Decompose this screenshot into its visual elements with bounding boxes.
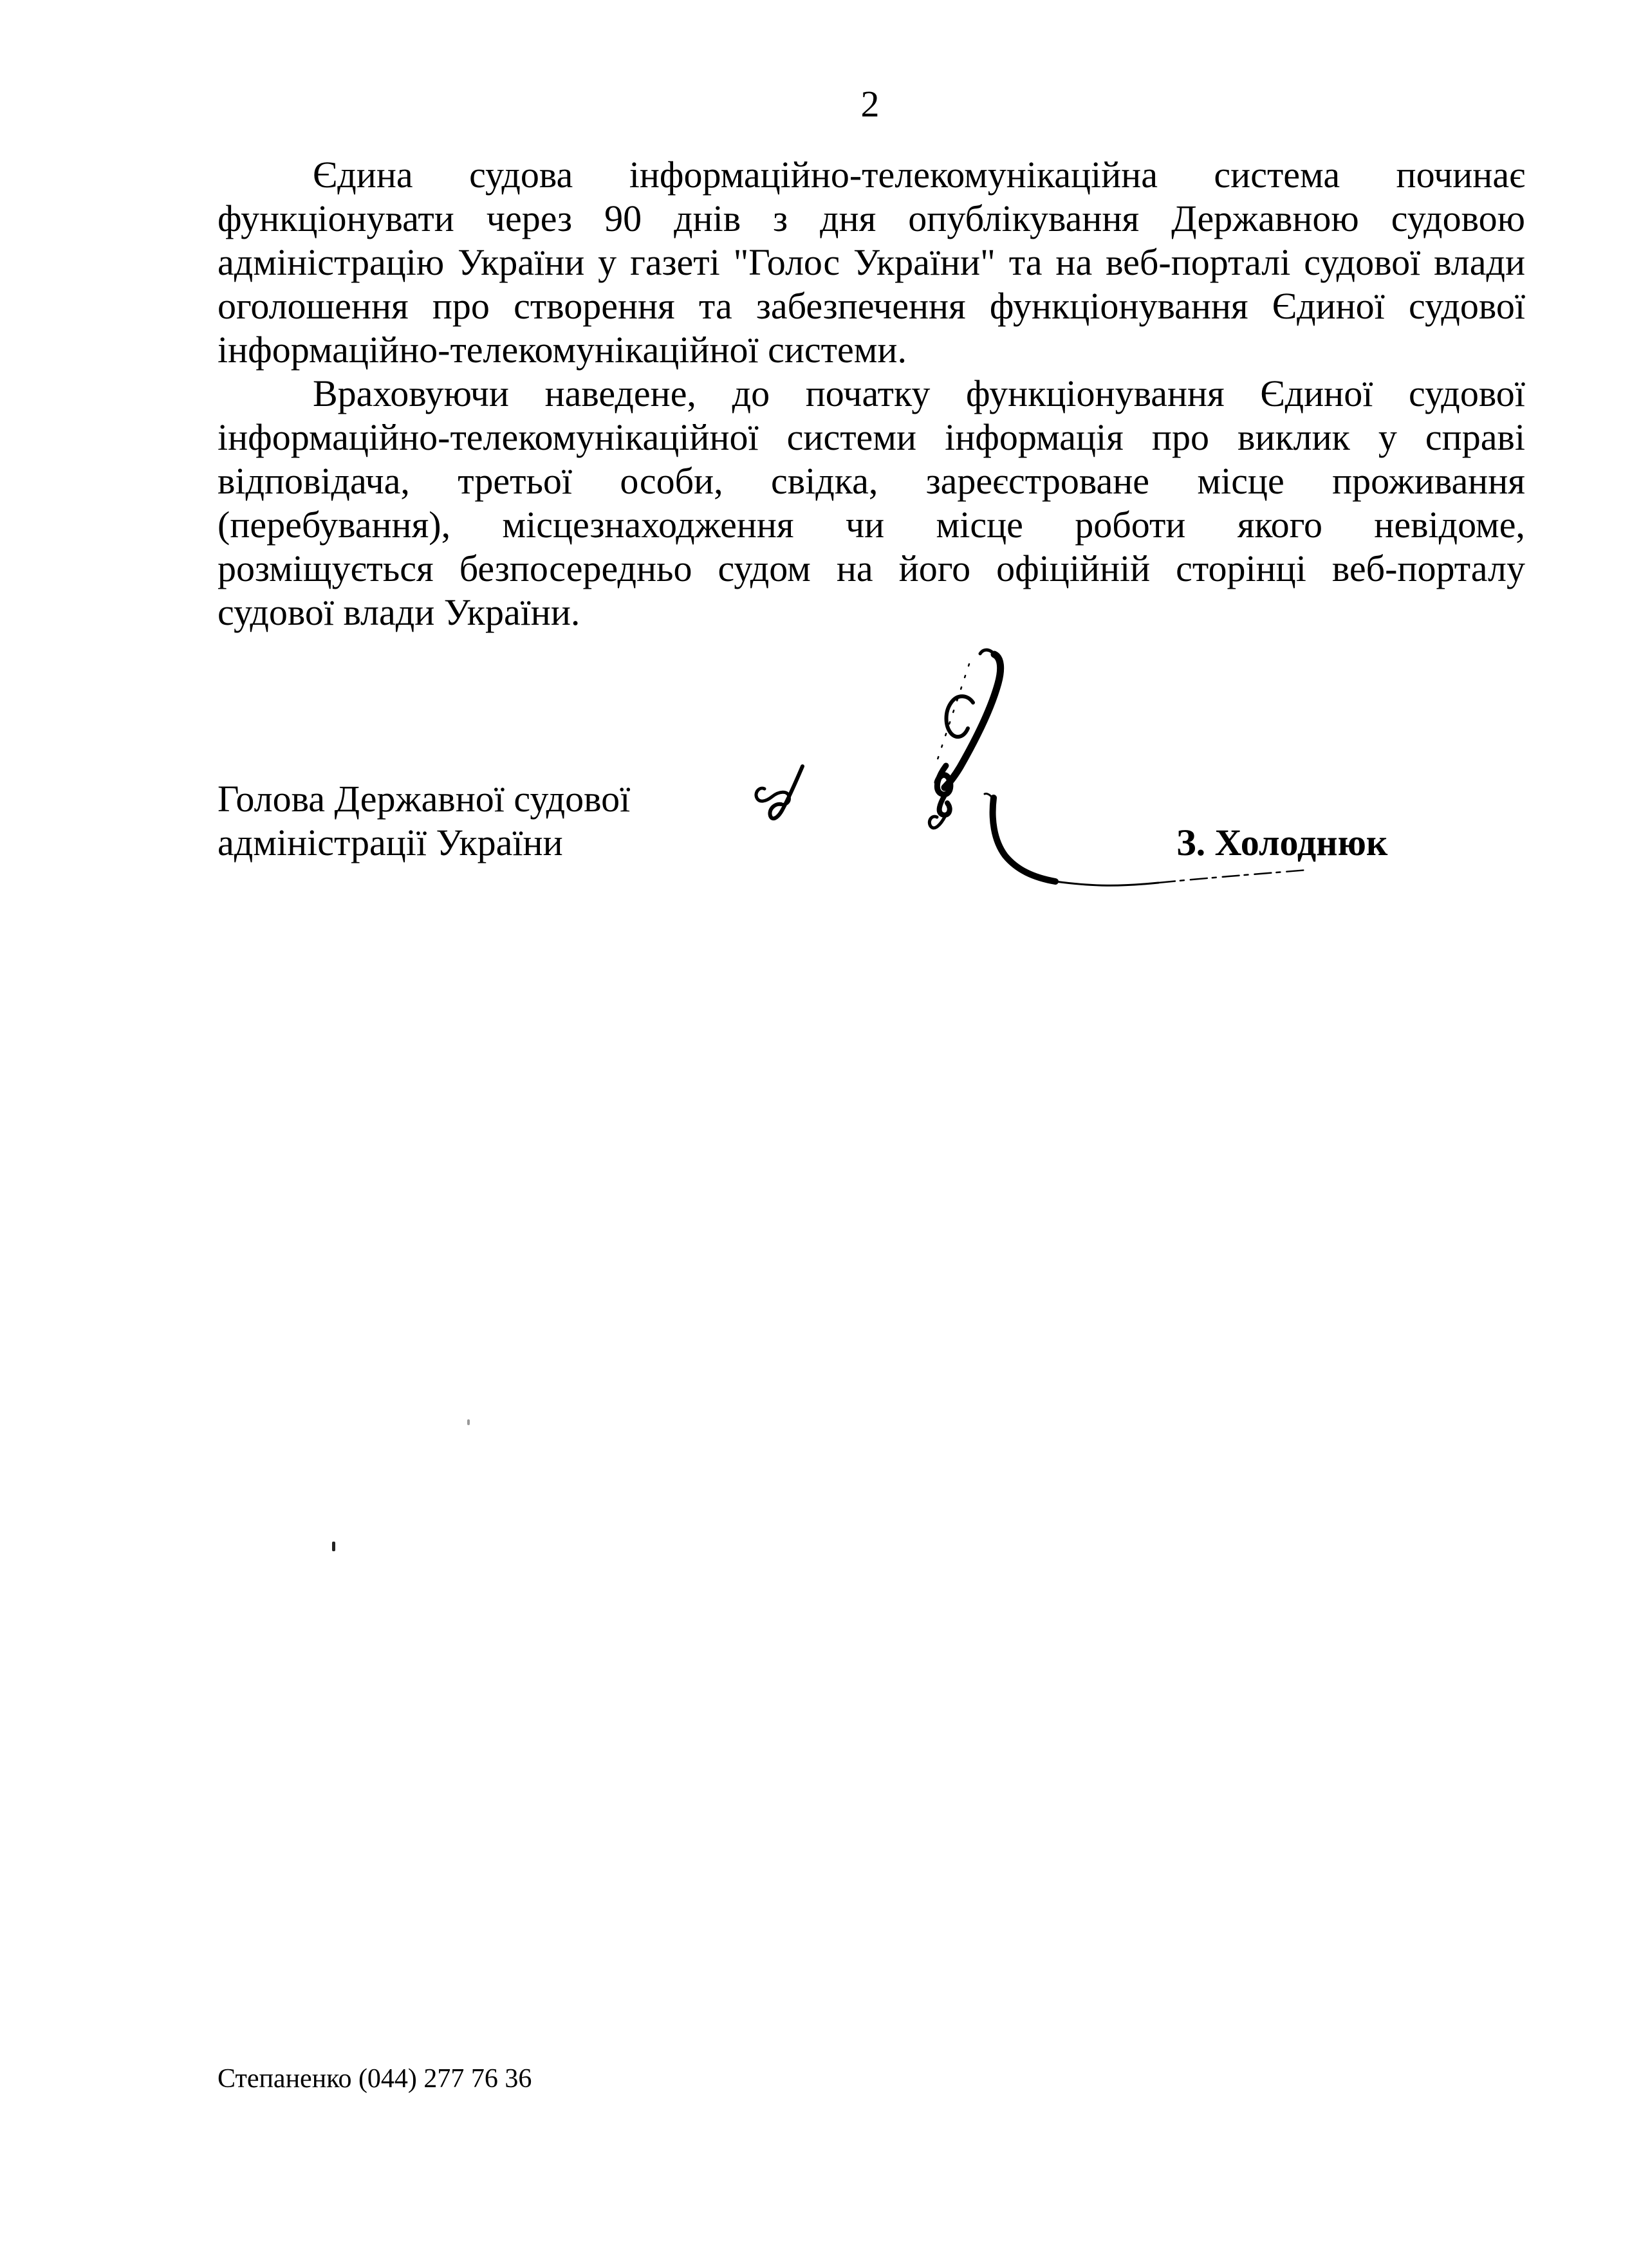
body-line: адміністрацію України у газеті "Голос України" та на веб-порталі судової влади — [218, 241, 1525, 283]
signature-main-stroke — [980, 650, 994, 654]
body-line: інформаційно-телекомунікаційної системи інформація про виклик у справі — [218, 416, 1525, 458]
body-line: Єдина судова інформаційно-телекомунікаційна система починає — [313, 154, 1525, 196]
body-line: інформаційно-телекомунікаційної системи. — [218, 329, 907, 371]
signatory-title-line: Голова Державної судової — [218, 778, 631, 820]
signatory-name: З. Холоднюк — [1176, 822, 1388, 863]
body-text — [218, 153, 1525, 634]
paragraph-2 — [218, 372, 1525, 634]
body-line: судової влади України. — [218, 591, 580, 633]
signature-sweep-tail — [1055, 881, 1158, 885]
handwritten-signature — [721, 637, 1339, 907]
body-line: (перебування), місцезнаходження чи місце роботи якого невідоме, — [218, 504, 1525, 546]
footer-contact: Степаненко (044) 277 76 36 — [218, 2064, 532, 2094]
body-line: відповідача, третьої особи, свідка, зареєстроване місце проживання — [218, 460, 1525, 502]
scan-artifact-speck — [467, 1419, 470, 1425]
scan-artifact-speck — [332, 1542, 335, 1551]
body-line: розміщується безпосередньо судом на його офіційній сторінці веб-порталу — [218, 548, 1525, 589]
paragraph-1 — [218, 153, 1525, 372]
signature-inner-loop — [947, 696, 974, 737]
body-line: оголошення про створення та забезпечення функціонування Єдиної судової — [218, 285, 1525, 327]
body-line: Враховуючи наведене, до початку функціонування Єдиної судової — [313, 373, 1525, 414]
signature-bottom-curl — [929, 815, 946, 828]
signatory-title-line: адміністрації України — [218, 822, 563, 863]
signature-sweep-tail — [1158, 870, 1308, 883]
body-line: функціонувати через 90 днів з дня опублікування Державною судовою — [218, 198, 1525, 239]
signature-hairline — [938, 664, 969, 759]
signature-main-stroke — [945, 654, 1001, 788]
signature-sweep — [993, 798, 1055, 881]
signature-bottom-cluster — [940, 795, 950, 815]
page-number: 2 — [860, 83, 880, 125]
